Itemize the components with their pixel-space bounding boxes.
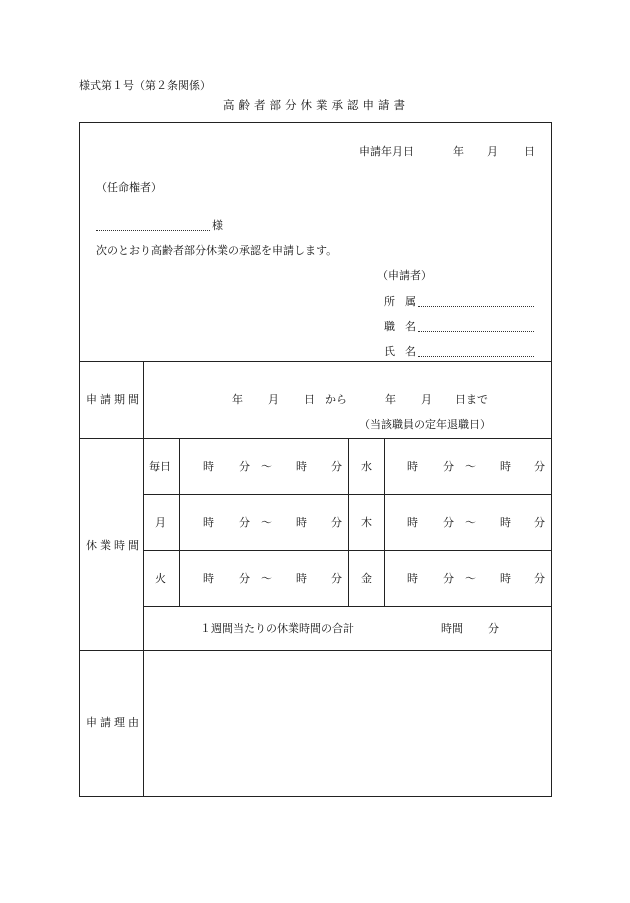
hour-unit: 時 [203, 460, 214, 473]
weekly-total-label: １週間当たりの休業時間の合計 [200, 622, 354, 635]
addressee-field[interactable] [96, 230, 210, 231]
period-to-month: 月 [421, 393, 432, 406]
period-from-suffix: から [325, 393, 347, 406]
form-number: 様式第１号（第２条関係） [79, 79, 211, 92]
period-to-suffix: 日まで [455, 393, 488, 406]
retirement-date-note: （当該職員の定年退職日） [359, 418, 491, 431]
tilde: ～ [261, 516, 272, 529]
day-friday: 金 [361, 572, 372, 585]
applicant-label: （申請者） [377, 269, 432, 282]
total-hours-unit: 時間 [441, 622, 463, 635]
name-label-1: 氏 [384, 345, 395, 358]
hour-unit: 時 [296, 460, 307, 473]
tilde: ～ [465, 572, 476, 585]
total-minutes-unit: 分 [488, 622, 499, 635]
appointing-authority-label: （任命権者） [96, 181, 162, 194]
minute-unit: 分 [443, 572, 454, 585]
hour-unit: 時 [500, 460, 511, 473]
minute-unit: 分 [239, 460, 250, 473]
department-field[interactable] [418, 306, 534, 307]
tilde: ～ [465, 460, 476, 473]
minute-unit: 分 [534, 516, 545, 529]
date-year-unit: 年 [453, 145, 464, 158]
tilde: ～ [261, 460, 272, 473]
period-label: 申請期間 [86, 393, 142, 406]
reason-label: 申請理由 [86, 716, 142, 729]
day-thursday: 木 [361, 516, 372, 529]
minute-unit: 分 [534, 572, 545, 585]
minute-unit: 分 [534, 460, 545, 473]
request-text: 次のとおり高齢者部分休業の承認を申請します。 [96, 244, 338, 257]
position-label-1: 職 [384, 320, 395, 333]
name-field[interactable] [418, 356, 534, 357]
minute-unit: 分 [239, 572, 250, 585]
name-label-2: 名 [405, 345, 416, 358]
honorific-label: 様 [212, 219, 223, 232]
day-tuesday: 火 [155, 572, 166, 585]
hour-unit: 時 [500, 516, 511, 529]
period-to-year: 年 [385, 393, 396, 406]
position-field[interactable] [418, 331, 534, 332]
hour-unit: 時 [296, 572, 307, 585]
period-from-day: 日 [304, 393, 315, 406]
day-every-day: 毎日 [149, 460, 171, 473]
period-from-month: 月 [268, 393, 279, 406]
hour-unit: 時 [203, 516, 214, 529]
department-label-2: 属 [405, 295, 416, 308]
minute-unit: 分 [443, 460, 454, 473]
hours-label: 休業時間 [86, 539, 142, 552]
day-wednesday: 水 [361, 460, 372, 473]
document-title: 高齢者部分休業承認申請書 [223, 98, 409, 112]
hour-unit: 時 [203, 572, 214, 585]
department-label-1: 所 [384, 295, 395, 308]
application-date-label: 申請年月日 [359, 145, 414, 158]
position-label-2: 名 [405, 320, 416, 333]
tilde: ～ [465, 516, 476, 529]
minute-unit: 分 [239, 516, 250, 529]
minute-unit: 分 [331, 460, 342, 473]
hour-unit: 時 [407, 516, 418, 529]
minute-unit: 分 [331, 516, 342, 529]
hour-unit: 時 [407, 460, 418, 473]
hour-unit: 時 [296, 516, 307, 529]
period-from-year: 年 [232, 393, 243, 406]
minute-unit: 分 [331, 572, 342, 585]
hour-unit: 時 [500, 572, 511, 585]
minute-unit: 分 [443, 516, 454, 529]
reason-field[interactable] [145, 652, 550, 794]
date-day-unit: 日 [524, 145, 535, 158]
hour-unit: 時 [407, 572, 418, 585]
day-monday: 月 [155, 516, 166, 529]
date-month-unit: 月 [487, 145, 498, 158]
tilde: ～ [261, 572, 272, 585]
